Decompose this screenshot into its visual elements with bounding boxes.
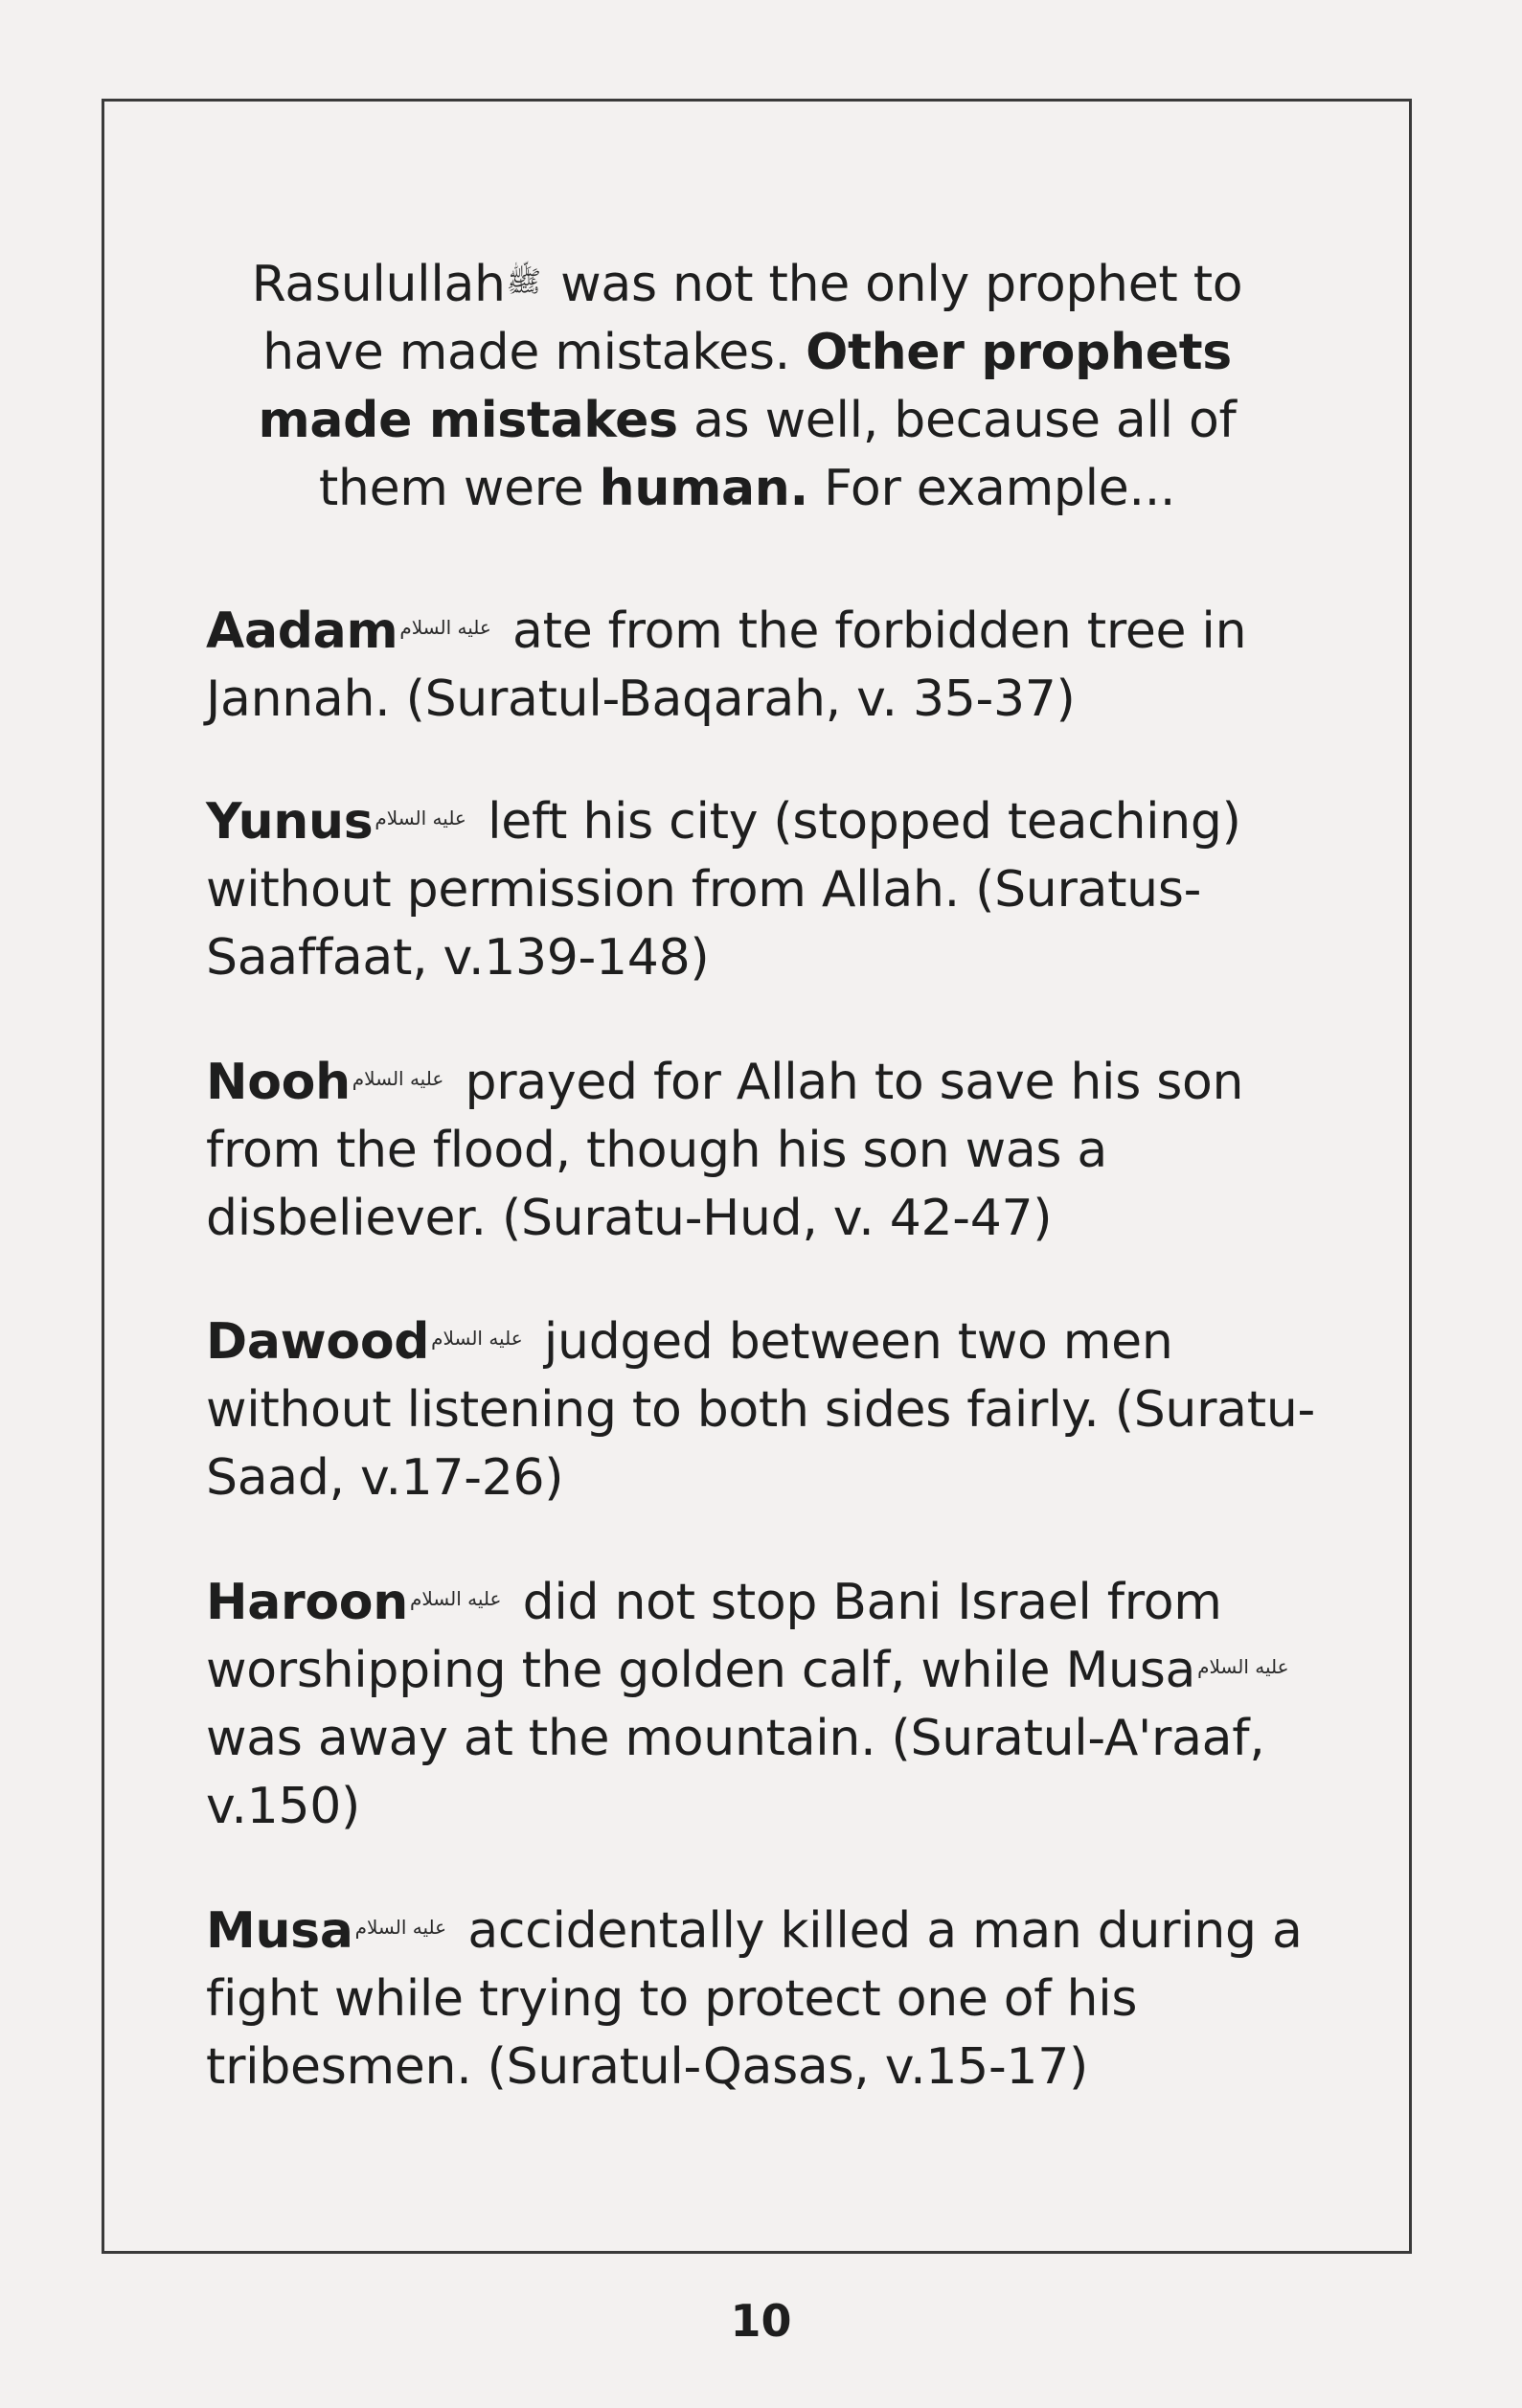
intro-text-3: as well, because all of them were xyxy=(318,392,1237,517)
entry-aadam xyxy=(206,598,1355,734)
honorific-symbol: عليه السلام xyxy=(375,806,466,829)
entry-text-continued: was away at the mountain. (Suratul-A'raaf, v.150) xyxy=(206,1710,1265,1835)
page-number: 10 xyxy=(730,2295,792,2347)
intro-bold-2: human. xyxy=(599,460,808,517)
prophet-mistakes-list xyxy=(206,598,1355,2101)
prophet-name: Nooh xyxy=(206,1054,351,1111)
prophet-name: Dawood xyxy=(206,1313,430,1371)
intro-text-1: Rasulullah xyxy=(251,256,506,313)
entry-text: did not stop Bani Israel from worshipping the golden calf, while xyxy=(206,1574,1222,1699)
entry-text: judged between two men without listening to both sides fairly. (Suratu-Saad, v.17-26) xyxy=(206,1313,1315,1507)
entry-text: accidentally killed a man during a fight while trying to protect one of his tribesmen. (Suratul-Qasas, v.15-17) xyxy=(206,1902,1303,2096)
intro-text-4: For example... xyxy=(807,460,1176,517)
honorific-symbol: عليه السلام xyxy=(1197,1655,1289,1678)
entry-text: ate from the forbidden tree in Jannah. (Suratul-Baqarah, v. 35-37) xyxy=(206,602,1247,728)
prophet-name: Haroon xyxy=(206,1574,408,1631)
intro-text-2: was not the only prophet to have made mistakes. xyxy=(262,256,1243,381)
entry-dawood xyxy=(206,1308,1355,1512)
entry-text: left his city (stopped teaching) without permission from Allah. (Suratus-Saaffaat, v.139-148) xyxy=(206,793,1241,987)
prophet-name-inline: Musa xyxy=(1065,1642,1196,1699)
entry-yunus xyxy=(206,788,1355,992)
honorific-symbol: عليه السلام xyxy=(399,616,491,639)
intro-paragraph xyxy=(192,251,1303,523)
entry-nooh xyxy=(206,1049,1355,1253)
honorific-symbol: عليه السلام xyxy=(409,1587,502,1610)
intro-bold-1: Other prophets made mistakes xyxy=(258,324,1232,449)
prophet-name: Yunus xyxy=(206,793,374,851)
honorific-symbol: عليه السلام xyxy=(354,1916,447,1939)
entry-text: prayed for Allah to save his son from the flood, though his son was a disbeliever. (Suratu-Hud, v. 42-47) xyxy=(206,1054,1244,1247)
honorific-symbol: عليه السلام xyxy=(352,1067,444,1090)
prophet-name: Aadam xyxy=(206,602,398,660)
prophet-name: Musa xyxy=(206,1902,353,1960)
entry-musa xyxy=(206,1897,1355,2101)
honorific-symbol: عليه السلام xyxy=(431,1327,523,1350)
entry-haroon xyxy=(206,1569,1355,1841)
salawat-symbol: ﷺ xyxy=(506,265,541,299)
